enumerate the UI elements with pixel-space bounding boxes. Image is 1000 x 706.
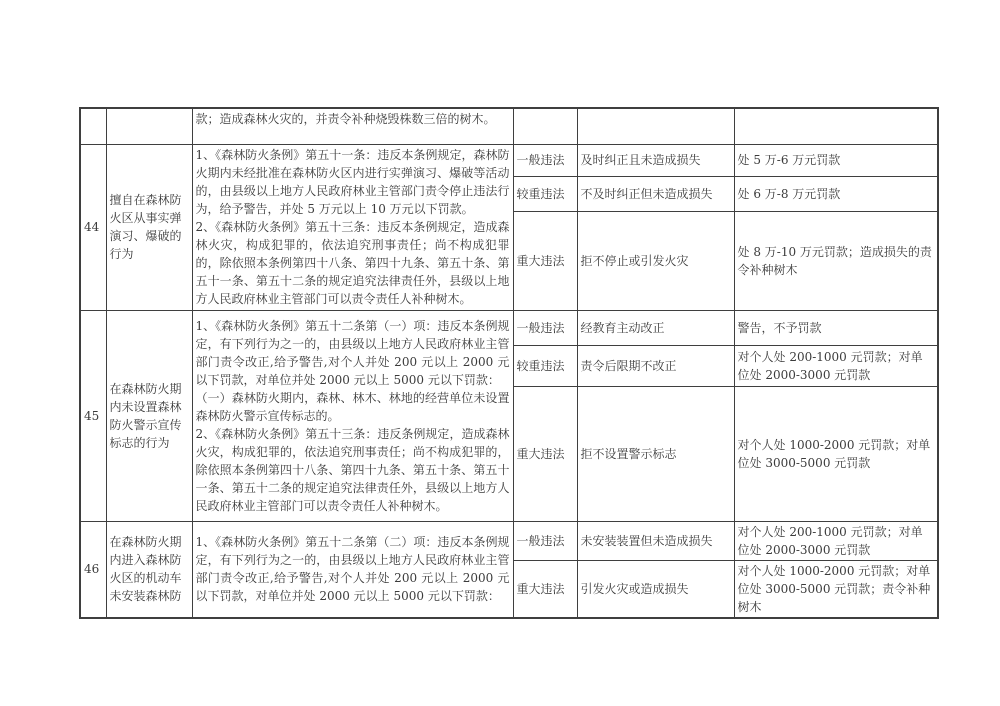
circumstance-cell: 拒不设置警示标志 xyxy=(577,386,734,521)
violation-level-cell: 较重违法 xyxy=(513,176,577,211)
table-row-carryover xyxy=(80,108,938,144)
violation-level-cell: 一般违法 xyxy=(513,144,577,176)
legal-basis-cell xyxy=(192,310,513,521)
row-number-cell: 44 xyxy=(80,144,106,310)
legal-basis-cell xyxy=(192,521,513,618)
penalty-cell: 警告，不予罚款 xyxy=(734,310,938,345)
circumstance-cell: 拒不停止或引发火灾 xyxy=(577,211,734,310)
legal-basis-cell xyxy=(192,144,513,310)
table-row-46 xyxy=(80,521,938,560)
row-number-cell: 46 xyxy=(80,521,106,618)
behavior-cell: 在森林防火期内进入森林防火区的机动车未安装森林防 xyxy=(106,521,192,618)
legal-paragraph: 款；造成森林火灾的，并责令补种烧毁株数三倍的树木。 xyxy=(195,112,496,126)
behavior-cell xyxy=(106,108,192,144)
legal-paragraph: 2、《森林防火条例》第五十三条：违反本条例规定，造成森林火灾，构成犯罪的，依法追究刑事责任；尚不构成犯罪的，除依照本条例第四十八条、第四十九条、第五十条、第五十一条、第五十二条的规定追究法律责任外，县级以上地方人民政府林业主管部门可以责令责任人补种树木。 xyxy=(195,220,510,306)
penalty-cell: 对个人处 200-1000 元罚款；对单位处 2000-3000 元罚款 xyxy=(734,345,938,386)
violation-level-cell: 较重违法 xyxy=(513,345,577,386)
circumstance-cell xyxy=(577,108,734,144)
penalty-cell: 对个人处 1000-2000 元罚款；对单位处 3000-5000 元罚款；责令补种树木 xyxy=(734,560,938,618)
violation-level-cell: 重大违法 xyxy=(513,560,577,618)
violation-level-cell: 重大违法 xyxy=(513,211,577,310)
circumstance-cell: 经教育主动改正 xyxy=(577,310,734,345)
circumstance-cell: 不及时纠正但未造成损失 xyxy=(577,176,734,211)
penalty-cell: 处 6 万-8 万元罚款 xyxy=(734,176,938,211)
penalty-cell: 处 5 万-6 万元罚款 xyxy=(734,144,938,176)
table-row-44 xyxy=(80,144,938,176)
behavior-cell: 在森林防火期内未设置森林防火警示宣传标志的行为 xyxy=(106,310,192,521)
circumstance-cell: 未安装装置但未造成损失 xyxy=(577,521,734,560)
violation-level-cell: 一般违法 xyxy=(513,310,577,345)
violation-level-cell: 一般违法 xyxy=(513,521,577,560)
table-row-45 xyxy=(80,310,938,345)
legal-paragraph: 1、《森林防火条例》第五十二条第（二）项：违反本条例规定，有下列行为之一的，由县级以上地方人民政府林业主管部门责令改正,给予警告,对个人并处 200 元以上 2000 元以下罚款，对单位并处 2000 元以上 5000 元以下罚款： xyxy=(195,535,510,603)
legal-paragraph: （一）森林防火期内，森林、林木、林地的经营单位未设置森林防火警示宣传标志的。 xyxy=(195,390,510,423)
row-number-cell: 45 xyxy=(80,310,106,521)
circumstance-cell: 及时纠正且未造成损失 xyxy=(577,144,734,176)
regulation-table xyxy=(79,107,939,619)
violation-level-cell xyxy=(513,108,577,144)
circumstance-cell: 责令后限期不改正 xyxy=(577,345,734,386)
penalty-cell xyxy=(734,108,938,144)
row-number-cell xyxy=(80,108,106,144)
behavior-cell: 擅自在森林防火区从事实弹演习、爆破的行为 xyxy=(106,144,192,310)
penalty-cell: 处 8 万-10 万元罚款；造成损失的责令补种树木 xyxy=(734,211,938,310)
circumstance-cell: 引发火灾或造成损失 xyxy=(577,560,734,618)
penalty-cell: 对个人处 1000-2000 元罚款；对单位处 3000-5000 元罚款 xyxy=(734,386,938,521)
legal-paragraph: 1、《森林防火条例》第五十一条：违反本条例规定，森林防火期内未经批准在森林防火区内进行实弹演习、爆破等活动的，由县级以上地方人民政府林业主管部门责令停止违法行为，给予警告，并处 5 万元以上 10 万元以下罚款。 xyxy=(195,148,510,216)
legal-basis-cell xyxy=(192,108,513,144)
legal-paragraph: 1、《森林防火条例》第五十二条第（一）项：违反本条例规定，有下列行为之一的，由县级以上地方人民政府林业主管部门责令改正,给予警告,对个人并处 200 元以上 2000 元以下罚款，对单位并处 2000 元以上 5000 元以下罚款： xyxy=(195,318,510,387)
penalty-cell: 对个人处 200-1000 元罚款；对单位处 2000-3000 元罚款 xyxy=(734,521,938,560)
legal-paragraph: 2、《森林防火条例》第五十三条：违反条例规定，造成森林火灾，构成犯罪的，依法追究刑事责任；尚不构成犯罪的，除依照本条例第四十八条、第四十九条、第五十条、第五十一条、第五十二条的规定追究法律责任外，县级以上地方人民政府林业主管部门可以责令责任人补种树木。 xyxy=(195,426,510,513)
violation-level-cell: 重大违法 xyxy=(513,386,577,521)
